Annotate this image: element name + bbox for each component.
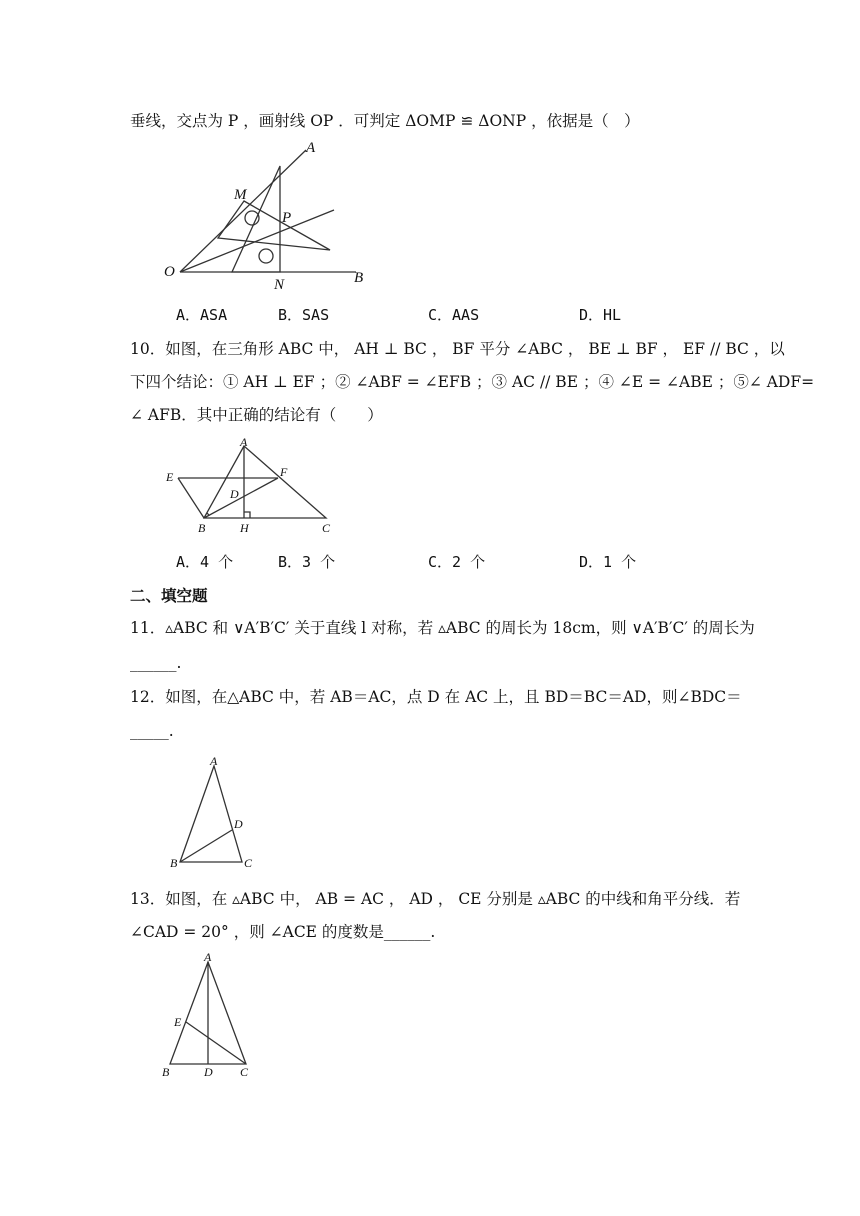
q12-figure (166, 754, 266, 874)
label-B: B (162, 1065, 170, 1079)
q9-option-a: A．ASA (176, 306, 228, 324)
label-H: H (240, 521, 249, 535)
triangle-abc (204, 446, 326, 518)
label-D: D (234, 817, 243, 831)
label-D: D (230, 487, 239, 501)
label-E: E (174, 1015, 182, 1029)
label-A: A (204, 950, 212, 964)
q10-option-b: B．3 个 (278, 553, 336, 571)
label-C: C (240, 1065, 249, 1079)
segment-ce (186, 1022, 246, 1064)
q10-text-line-2: 下四个结论：① AH ⊥ EF ；② ∠ABF = ∠EFB ；③ AC // BE ；④ ∠E = ∠ABE ；⑤∠ ADF= (130, 373, 815, 391)
label-A: A (306, 140, 316, 156)
q9-option-b: B．SAS (278, 306, 330, 324)
segment-bd (180, 830, 232, 862)
q10-option-d: D．1 个 (579, 553, 637, 571)
ray-op (180, 210, 334, 272)
q11-answer-blank: ______. (130, 654, 182, 672)
label-C: C (322, 521, 331, 535)
label-B: B (170, 856, 178, 870)
q9-text-line: 垂线，交点为 P ，画射线 OP ．可判定 ΔOMP ≌ ΔONP ，依据是（ ） (130, 112, 640, 130)
label-F: F (280, 465, 288, 479)
q9-figure (160, 138, 380, 298)
label-A: A (240, 435, 248, 449)
q9-option-d: D．HL (579, 306, 622, 324)
label-M: M (234, 187, 247, 203)
ruler-hole-2 (259, 249, 273, 263)
q13-figure (158, 950, 258, 1082)
label-B: B (198, 521, 206, 535)
right-angle-h (244, 512, 250, 518)
q9-option-c: C．AAS (428, 306, 480, 324)
q13-text-line-1: 13．如图，在 ▵ABC 中， AB = AC ， AD ， CE 分别是 ▵ABC 的中线和角平分线．若 (130, 890, 741, 908)
q12-text-line-1: 12．如图，在△ABC 中，若 AB＝AC，点 D 在 AC 上，且 BD＝BC＝AD，则∠BDC＝ (130, 688, 742, 706)
q10-text-line-3: ∠ AFB．其中正确的结论有（ ） (130, 406, 383, 424)
q13-text-line-2: ∠CAD = 20° ，则 ∠ACE 的度数是______. (130, 923, 436, 941)
label-C: C (244, 856, 253, 870)
q11-text-line-1: 11．▵ABC 和 ∨A′B′C′ 关于直线 l 对称，若 ▵ABC 的周长为 18cm，则 ∨A′B′C′ 的周长为 (130, 619, 755, 637)
section-heading: 二、填空题 (130, 587, 208, 605)
q12-answer-blank: _____. (130, 722, 174, 740)
q10-text-line-1: 10．如图，在三角形 ABC 中， AH ⊥ BC ， BF 平分 ∠ABC ， BE ⊥ BF ， EF // BC ，以 (130, 340, 785, 358)
label-B: B (354, 270, 364, 286)
triangle-ruler-2 (218, 201, 330, 250)
label-N: N (274, 277, 285, 293)
q10-option-a: A．4 个 (176, 553, 234, 571)
label-E: E (166, 470, 174, 484)
q10-option-c: C．2 个 (428, 553, 486, 571)
q10-figure (160, 434, 350, 544)
triangle-abc (180, 766, 242, 862)
label-D: D (204, 1065, 213, 1079)
label-A: A (210, 754, 218, 768)
label-P: P (282, 210, 292, 226)
label-O: O (164, 264, 175, 280)
segment-eb (178, 478, 204, 518)
